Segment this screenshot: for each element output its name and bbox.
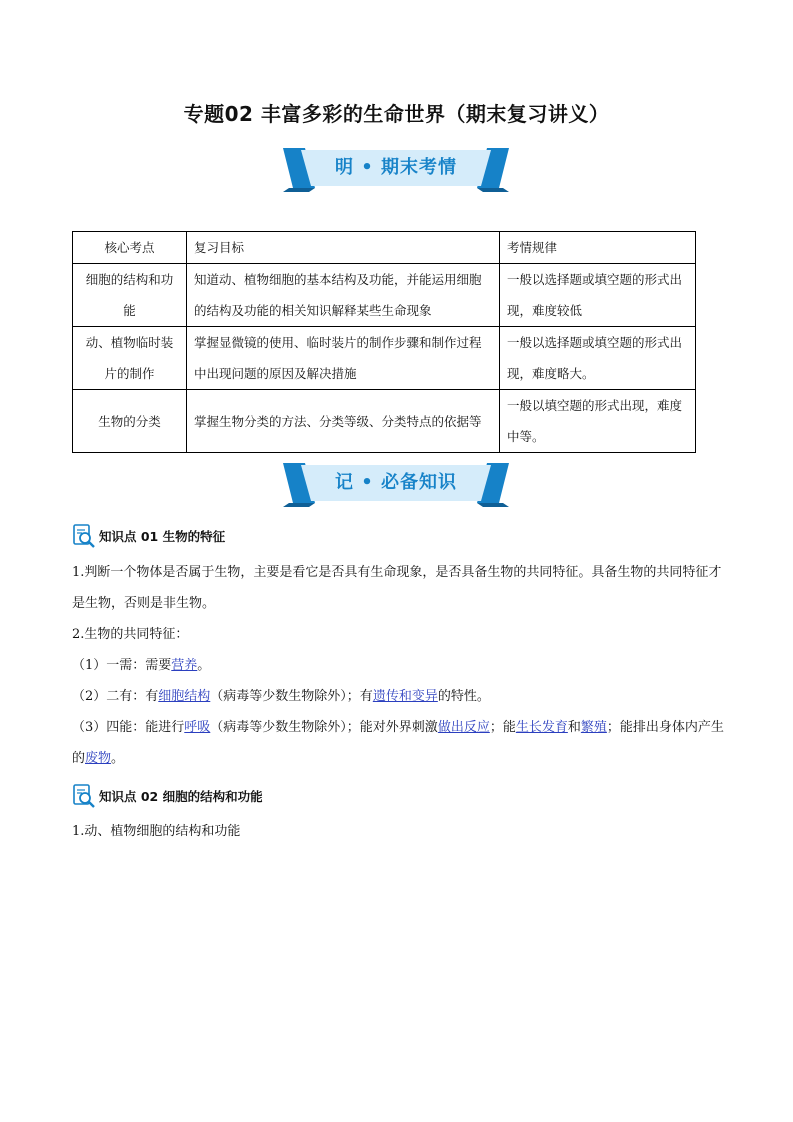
knowledge-banner-label: 记 • 必备知识 [334, 472, 458, 493]
table-cell: 掌握显微镜的使用、临时装片的制作步骤和制作过程中出现问题的原因及解决措施 [187, 327, 500, 390]
exam-table [72, 231, 696, 453]
table-cell: 一般以选择题或填空题的形式出现，难度略大。 [500, 327, 696, 390]
kp1-item-2-text: （2）二有：有 [72, 689, 159, 704]
kp1-term-cell-structure: 细胞结构 [158, 689, 211, 704]
kp1-item-2 [72, 681, 724, 712]
exam-banner-label: 明 • 期末考情 [334, 157, 458, 178]
exam-banner [283, 148, 509, 192]
table-cell: 一般以填空题的形式出现，难度中等。 [500, 390, 696, 453]
kp1-item-1 [72, 650, 724, 681]
kp2-title: 知识点 02 细胞的结构和功能 [99, 789, 263, 804]
table-cell: 生物的分类 [73, 390, 187, 453]
kp1-title: 知识点 01 生物的特征 [99, 529, 226, 544]
kp1-item-1-end: 。 [197, 658, 211, 673]
kp1-heading [72, 523, 225, 549]
table-cell: 掌握生物分类的方法、分类等级、分类特点的依据等 [187, 390, 500, 453]
kp1-paragraph-2: 2.生物的共同特征： [72, 627, 189, 642]
table-row [73, 264, 696, 327]
kp1-item-2-end: 的特性。 [437, 689, 490, 704]
kp1-item-3-mid-2: ；能 [489, 720, 516, 735]
table-cell: 知道动、植物细胞的基本结构及功能，并能运用细胞的结构及功能的相关知识解释某些生命现象 [187, 264, 500, 327]
kp1-term-reproduction: 繁殖 [580, 720, 607, 735]
table-header-cell: 复习目标 [187, 232, 500, 264]
table-cell: 动、植物临时装片的制作 [73, 327, 187, 390]
kp1-term-response: 做出反应 [437, 720, 490, 735]
kp2-heading [72, 783, 263, 809]
kp1-term-nutrition: 营养 [171, 658, 198, 673]
magnifier-document-icon [72, 524, 96, 548]
kp1-item-3-text: （3）四能：能进行 [72, 720, 185, 735]
kp1-item-3-end: 。 [111, 751, 125, 766]
kp1-item-2-mid: （病毒等少数生物除外）；有 [210, 689, 373, 704]
kp1-item-3 [72, 712, 724, 774]
page-title: 专题02 丰富多彩的生命世界（期末复习讲义） [183, 102, 610, 126]
table-cell: 细胞的结构和功能 [73, 264, 187, 327]
kp1-item-1-text: （1）一需：需要 [72, 658, 172, 673]
kp1-term-respiration: 呼吸 [184, 720, 211, 735]
kp1-term-growth: 生长发育 [515, 720, 568, 735]
kp1-term-waste: 废物 [85, 751, 112, 766]
kp2-paragraph-1: 1.动、植物细胞的结构和功能 [72, 824, 241, 839]
kp1-item-3-mid-1: （病毒等少数生物除外）；能对外界刺激 [210, 720, 438, 735]
table-cell: 一般以选择题或填空题的形式出现，难度较低 [500, 264, 696, 327]
kp1-term-heredity: 遗传和变异 [372, 689, 438, 704]
magnifier-document-icon [72, 784, 96, 808]
knowledge-banner [283, 463, 509, 507]
table-row [73, 327, 696, 390]
table-header-row [73, 232, 696, 264]
table-row [73, 390, 696, 453]
table-header-cell: 核心考点 [73, 232, 187, 264]
kp1-paragraph-1: 1.判断一个物体是否属于生物，主要是看它是否具有生命现象，是否具备生物的共同特征。具备生物的共同特征才是生物，否则是非生物。 [72, 565, 722, 611]
kp1-item-3-mid-3: 和 [567, 720, 581, 735]
kp1-item-3-mid-4: ；能排出身体内产生的 [72, 720, 724, 766]
table-header-cell: 考情规律 [500, 232, 696, 264]
